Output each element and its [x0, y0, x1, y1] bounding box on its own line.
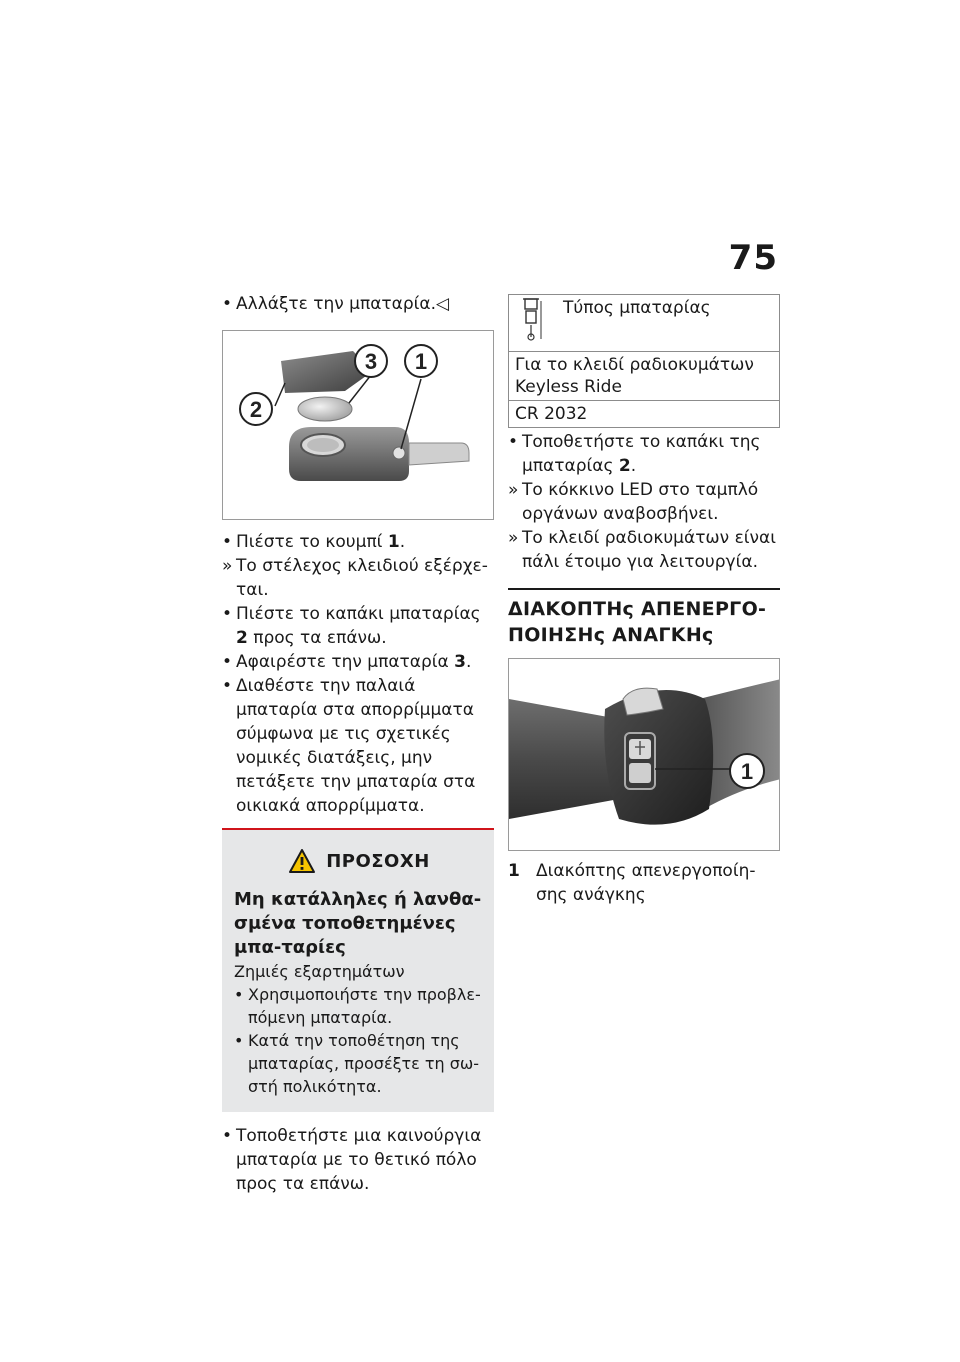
section-title: ΔΙΑΚΟΠΤΗς ΑΠΕΝΕΡΓΟ-ΠΟΙΗΣΗς ΑΝΑΓΚΗς	[508, 588, 780, 648]
bullet: •	[234, 1031, 244, 1050]
step-6: • Τοποθετήστε το καπάκι της μπαταρίας 2.	[508, 432, 761, 476]
step-4: • Αφαιρέστε την μπαταρία 3.	[222, 652, 472, 672]
coin-battery	[298, 397, 352, 421]
table-row: Για το κλειδί ραδιοκυμάτων Keyless Ride	[509, 352, 780, 401]
left-column	[222, 292, 494, 1196]
right-column	[508, 292, 780, 907]
final-step: • Τοποθετήστε μια καινούργια μπαταρία με το θετικό πόλο προς τα επάνω.	[222, 1126, 482, 1194]
warning-header	[234, 848, 484, 874]
table-row: CR 2032	[509, 401, 780, 428]
step-7: » Το κόκκινο LED στο ταμπλό οργάνων αναβοσβήνει.	[508, 480, 759, 524]
switch-figure	[508, 658, 780, 851]
key-body	[289, 427, 409, 481]
callout-2: 2	[249, 397, 263, 422]
intro-step	[222, 292, 494, 316]
battery-icon	[515, 297, 545, 343]
callout-1: 1	[740, 759, 754, 784]
page-number: 75	[728, 238, 778, 278]
bullet: •	[222, 294, 233, 314]
handlebar-switch-illustration	[509, 659, 780, 851]
table-header-row	[509, 295, 780, 352]
key-illustration	[223, 331, 494, 520]
warning-item: • Χρησιμοποιήστε την προβλε-πόμενη μπαταρία.	[234, 985, 481, 1027]
callout-1: 1	[414, 349, 428, 374]
warning-box	[222, 828, 494, 1112]
end-mark: ◁	[436, 294, 450, 314]
intro-text: Αλλάξτε την μπαταρία.	[236, 294, 437, 314]
key-figure	[222, 330, 494, 520]
step-1: • Πιέστε το κουμπί 1.	[222, 532, 406, 552]
warning-subtitle: Μη κατάλληλες ή λανθα-σμένα τοποθετημένες μπα-ταρίες	[234, 889, 482, 958]
bullet: •	[222, 1126, 233, 1146]
step-2: » Το στέλεχος κλειδιού εξέρχε-ται.	[222, 556, 488, 600]
figure-legend	[508, 859, 780, 907]
right-steps-list	[508, 430, 780, 574]
warning-item: • Κατά την τοποθέτηση της μπαταρίας, προσέξτε τη σω-στή πολικότητα.	[234, 1031, 480, 1096]
steps-list	[222, 530, 494, 818]
step-8: » Το κλειδί ραδιοκυμάτων είναι πάλι έτοιμο για λειτουργία.	[508, 528, 776, 572]
warning-title: ΠΡΟΣΟΧΗ	[326, 850, 430, 872]
step-5: • Διαθέστε την παλαιά μπαταρία στα απορρίμματα σύμφωνα με τις σχετικές νομικές διατάξεις, μην πετάξετε την μπαταρία στα οικιακά απορρίμματα.	[222, 676, 476, 816]
warning-triangle-icon	[288, 848, 316, 874]
step-3: • Πιέστε το καπάκι μπαταρίας 2 προς τα επάνω.	[222, 604, 481, 648]
battery-type-table	[508, 294, 780, 428]
legend-text: Διακόπτης απενεργοποίη-σης ανάγκης	[536, 861, 756, 905]
legend-number: 1	[508, 861, 520, 881]
callout-3: 3	[364, 349, 378, 374]
warning-consequence: Ζημιές εξαρτημάτων	[234, 962, 405, 981]
bullet: •	[234, 985, 244, 1004]
key-blade	[409, 443, 469, 465]
table-header: Τύπος μπαταρίας	[563, 298, 711, 318]
